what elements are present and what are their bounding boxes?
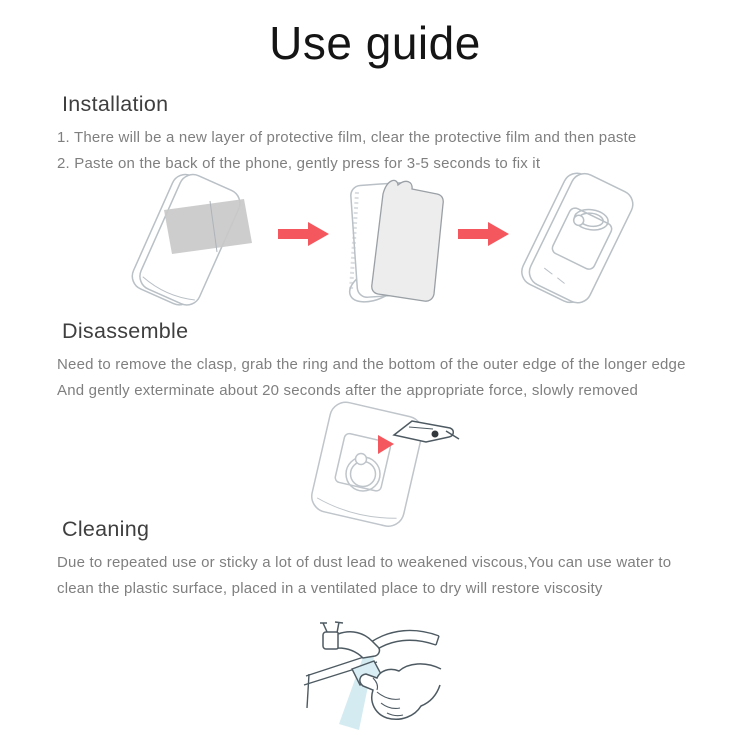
page-title: Use guide [269,17,481,69]
faucet-rinse-hand-icon [303,612,448,737]
section-cleaning [57,517,671,601]
disassemble-line-1: Need to remove the clasp, grab the ring and the bottom of the outer edge of the longer edge [57,356,686,373]
section-disassemble [57,319,686,403]
phone-with-ring-attached-icon [500,168,655,313]
section-installation [57,92,636,176]
installation-step-2: 2. Paste on the back of the phone, gently press for 3-5 seconds to fix it [57,154,541,172]
ring-holder-film-peel-icon [338,172,463,312]
cleaning-line-1: Due to repeated use or sticky a lot of dust lead to weakened viscous,You can use water to [57,554,672,571]
cleaning-line-2: clean the plastic surface, placed in a ventilated place to dry will restore viscosity [57,579,603,597]
disassemble-heading: Disassemble [62,319,189,343]
arrow-right-icon [276,220,331,248]
disassemble-line-2: And gently exterminate about 20 seconds after the appropriate force, slowly removed [57,381,639,399]
cleaning-heading: Cleaning [62,517,150,541]
phone-with-film-icon [98,172,283,312]
installation-heading: Installation [62,92,169,116]
installation-step-1: 1. There will be a new layer of protective film, clear the protective film and then paste [57,129,637,146]
phone-ring-pry-knife-icon [306,404,466,529]
